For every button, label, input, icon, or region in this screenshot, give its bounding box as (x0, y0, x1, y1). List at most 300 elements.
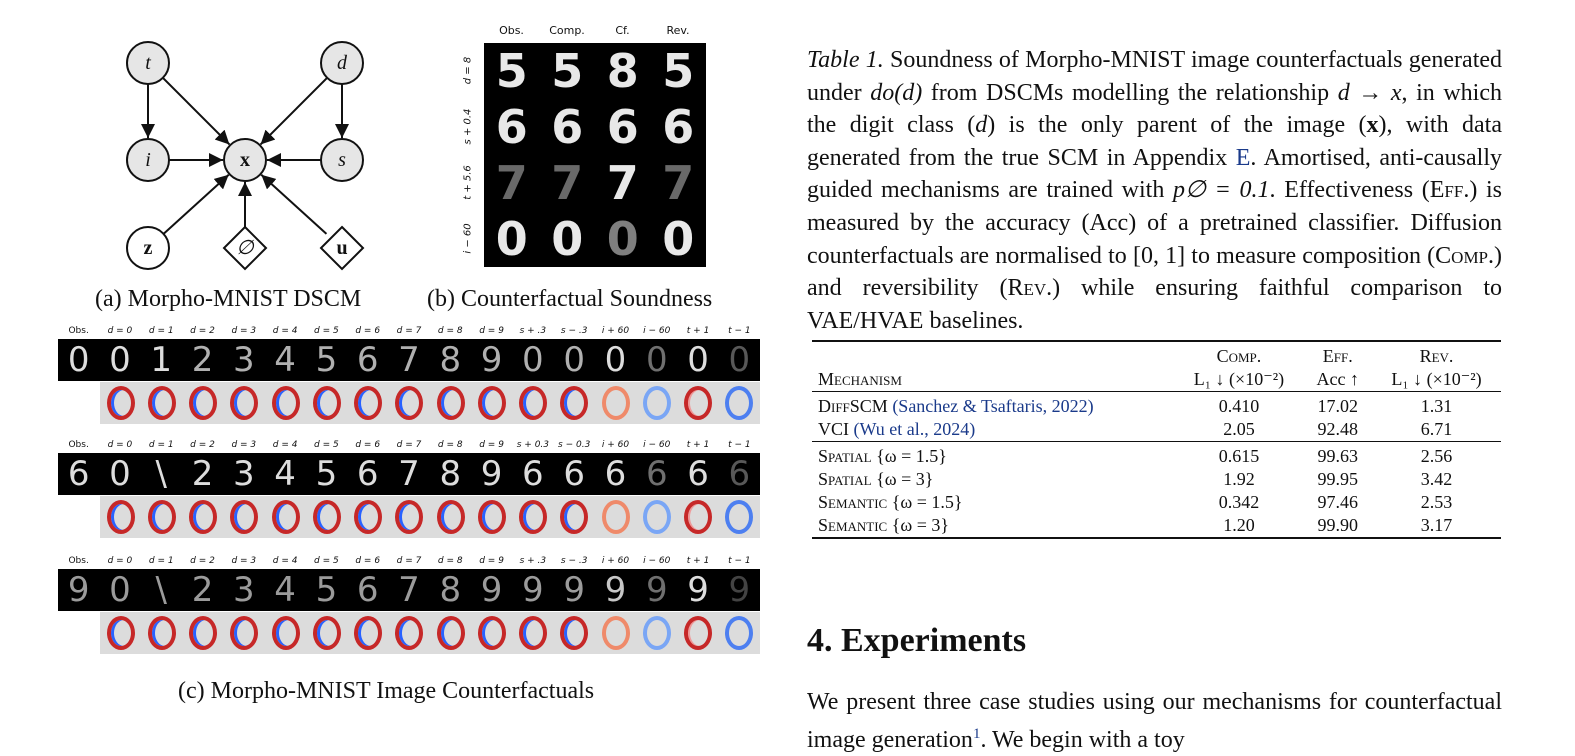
strip-digit: 9 (67, 570, 90, 610)
citation-link[interactable]: (Sanchez & Tsaftaris, 2022) (892, 396, 1094, 416)
strip-digit: 6 (687, 454, 709, 494)
relation-expression: d → x (1337, 79, 1402, 106)
difference-map (224, 382, 265, 424)
difference-map (430, 612, 471, 654)
strip-digit: 4 (274, 340, 296, 380)
svg-text:d: d (337, 52, 347, 74)
soundness-digit: 6 (495, 100, 528, 154)
difference-blob (313, 386, 341, 420)
difference-map (306, 612, 347, 654)
difference-map (348, 496, 389, 538)
difference-blob (148, 386, 176, 420)
section-paragraph (807, 686, 1502, 756)
range-expression: [0, 1] (1132, 242, 1186, 269)
difference-map (471, 382, 512, 424)
strip-digit: 3 (233, 340, 255, 380)
strip-header: d = 5 (314, 326, 339, 336)
strip-header: d = 2 (190, 556, 215, 566)
caption-b: (b) Counterfactual Soundness (427, 286, 713, 312)
strip-header: Obs. (68, 440, 89, 450)
soundness-digit: 7 (662, 156, 695, 210)
svg-text:s: s (338, 149, 346, 171)
mechanism-param: {ω = 3} (887, 515, 950, 535)
strip-header: i + 60 (601, 556, 630, 566)
difference-map (513, 496, 554, 538)
difference-blob (148, 500, 176, 534)
difference-map (183, 496, 224, 538)
strip-digit: 9 (645, 570, 668, 610)
strip-difference-maps (100, 612, 760, 654)
soundness-row-label: s + 0.4 (462, 108, 474, 145)
value-cell: 3.17 (1420, 515, 1453, 535)
svg-text:i: i (145, 149, 151, 171)
mechanism-cell (812, 468, 1174, 491)
footnote-link[interactable]: 1 (972, 726, 981, 742)
soundness-digit: 0 (662, 212, 695, 266)
difference-blob (313, 616, 341, 650)
strip-header: i − 60 (643, 440, 671, 450)
strip-digit: 5 (315, 570, 338, 610)
strip-header: d = 3 (231, 326, 257, 336)
value-cell: 92.48 (1317, 419, 1358, 439)
strip-header: s − 0.3 (558, 440, 591, 450)
difference-map (554, 612, 595, 654)
svg-text:∅: ∅ (236, 237, 254, 259)
value-cell: 1.31 (1420, 396, 1453, 416)
difference-blob (478, 500, 506, 534)
soundness-digit: 7 (551, 156, 584, 210)
node-s (321, 139, 363, 181)
difference-map (141, 612, 182, 654)
value-cell: 1.92 (1223, 469, 1255, 489)
strip-digit: 5 (315, 454, 338, 494)
value-cell: 0.342 (1218, 492, 1260, 512)
caption-text: ), with data generated from the true SCM in Appendix (807, 112, 1502, 171)
difference-map (389, 496, 430, 538)
caption-a: (a) Morpho-MNIST DSCM (95, 286, 362, 312)
node-d (321, 42, 363, 84)
strip-digit: 0 (109, 570, 131, 610)
difference-map (183, 382, 224, 424)
difference-map (430, 382, 471, 424)
difference-blob (684, 500, 712, 534)
difference-blob (602, 500, 630, 534)
difference-blob (643, 386, 671, 420)
table-row (812, 514, 1501, 538)
strip-digit: 0 (604, 340, 627, 380)
strip-header: d = 9 (479, 440, 504, 450)
mechanism-name: Semantic (818, 515, 888, 535)
table-label: Table 1. (807, 47, 884, 73)
difference-blob (684, 616, 712, 650)
paragraph-text: We present three case studies using our mechanisms for counterfactual image generation (807, 689, 1502, 753)
strip-header: d = 0 (107, 440, 133, 450)
mechanism-name: Spatial (818, 446, 872, 466)
strip-digit: 4 (274, 570, 296, 610)
value-cell: 2.05 (1223, 419, 1255, 439)
difference-map (265, 382, 306, 424)
soundness-digit: 5 (551, 44, 584, 98)
difference-blob (189, 386, 217, 420)
strip-digits (58, 339, 760, 381)
difference-blob (189, 616, 217, 650)
strip-digit: 0 (687, 340, 709, 380)
difference-map (141, 382, 182, 424)
strip-header: d = 1 (148, 556, 174, 566)
strip-digit: 3 (233, 454, 255, 494)
value-cell: 99.90 (1317, 515, 1358, 535)
difference-blob (519, 386, 547, 420)
table-row (812, 468, 1501, 491)
mechanism-cell (812, 442, 1174, 469)
strip-header: i + 60 (601, 326, 630, 336)
difference-map (265, 612, 306, 654)
strip-header: d = 8 (437, 326, 463, 336)
difference-blob (560, 500, 588, 534)
value-cell: 2.53 (1420, 492, 1453, 512)
difference-blob (230, 386, 258, 420)
comp-term: Comp. (1435, 242, 1495, 269)
table-row (812, 392, 1501, 419)
mechanism-cell (812, 491, 1174, 514)
strip-header: d = 8 (437, 440, 463, 450)
do-expression: do(d) (870, 79, 923, 106)
strip-digits (58, 569, 760, 611)
soundness-row-label: t + 5.6 (462, 165, 474, 200)
dscm-graph (95, 38, 395, 278)
edge-d-x (261, 78, 328, 145)
caption-text: Soundness of Morpho-MNIST image counterfactuals generated under (807, 47, 1503, 106)
difference-blob (725, 616, 753, 650)
strip-digit: 3 (233, 570, 255, 610)
strip-digit: 8 (439, 340, 462, 380)
strip-header: d = 2 (190, 440, 215, 450)
strip-header: t + 1 (686, 440, 710, 450)
difference-map (348, 382, 389, 424)
soundness-digit: 7 (606, 156, 639, 210)
strip-digit: 6 (728, 454, 751, 494)
p-null-expression: p∅ = 0.1 (1173, 177, 1270, 204)
edge-z-x (164, 175, 229, 234)
node-t (127, 42, 169, 84)
strip-digit: 2 (191, 570, 214, 610)
mechanism-param: {ω = 1.5} (887, 492, 963, 512)
strip-header: d = 6 (355, 556, 381, 566)
strip-header: t − 1 (728, 556, 751, 566)
strip-digit: 9 (687, 570, 709, 610)
difference-blob (148, 616, 176, 650)
strip-header: d = 8 (437, 556, 463, 566)
difference-blob (602, 386, 630, 420)
difference-map (719, 496, 760, 538)
section-title: 4. Experiments (807, 622, 1027, 659)
strip-header: d = 3 (231, 556, 257, 566)
value-cell: 99.95 (1317, 469, 1358, 489)
strip-digit: 6 (563, 454, 585, 494)
soundness-row-label: i − 60 (462, 223, 474, 254)
difference-map (636, 496, 677, 538)
edge-t-x (163, 78, 230, 145)
strip-digit: 0 (109, 340, 131, 380)
edge-u-x (261, 175, 326, 234)
value-cell: 6.71 (1420, 419, 1453, 439)
strip-digit: 1 (150, 340, 173, 380)
header-eff-metric: Acc ↑ (1316, 369, 1359, 389)
caption-text: from DSCMs modelling the relationship (922, 79, 1338, 106)
difference-map (513, 382, 554, 424)
strip-header: d = 7 (396, 556, 422, 566)
strip-header: d = 0 (107, 326, 133, 336)
mechanism-name: VCI (818, 419, 849, 439)
strip-header: d = 2 (190, 326, 215, 336)
appendix-link[interactable]: E (1235, 144, 1251, 171)
soundness-digit: 6 (606, 100, 639, 154)
header-empty (812, 341, 1174, 368)
value-cell: 3.42 (1420, 469, 1453, 489)
strip-header: d = 7 (396, 326, 422, 336)
soundness-digit: 6 (551, 100, 584, 154)
svg-text:t: t (145, 52, 151, 74)
difference-blob (560, 616, 588, 650)
difference-map (554, 496, 595, 538)
strip-difference-maps (100, 382, 760, 424)
caption-text: ) while ensuring faithful comparison to VAE/HVAE baselines. (807, 275, 1502, 334)
soundness-digit: 5 (495, 44, 528, 98)
strip-header: d = 4 (272, 326, 298, 336)
strip-digit: 9 (480, 570, 503, 610)
value-cell: 17.02 (1317, 396, 1358, 416)
strip-digit: 0 (109, 454, 131, 494)
strip-header: s + .3 (519, 556, 547, 566)
node-i (127, 139, 169, 181)
caption-text: , in which the digit class ( (807, 79, 1502, 139)
citation-link[interactable]: (Wu et al., 2024) (853, 419, 976, 439)
soundness-digit: 5 (662, 44, 695, 98)
difference-blob (230, 500, 258, 534)
difference-map (636, 382, 677, 424)
difference-map (306, 496, 347, 538)
node-null (224, 227, 266, 269)
strip-header: d = 5 (314, 440, 339, 450)
difference-map (595, 382, 636, 424)
difference-map (389, 612, 430, 654)
strip-digit: 5 (315, 340, 338, 380)
value-cell: 99.63 (1317, 446, 1358, 466)
strip-header: i + 60 (601, 440, 630, 450)
strip-header: d = 5 (314, 556, 339, 566)
strip-header: s − .3 (560, 556, 588, 566)
difference-map (678, 612, 719, 654)
counterfactual-strip (58, 440, 760, 540)
strip-digit: \ (155, 570, 167, 610)
difference-blob (272, 616, 300, 650)
difference-map (348, 612, 389, 654)
strip-header: Obs. (68, 326, 89, 336)
strip-header: d = 1 (148, 440, 174, 450)
difference-map (100, 496, 141, 538)
mechanism-name: Spatial (818, 469, 872, 489)
difference-blob (478, 386, 506, 420)
eff-term: Eff. (1429, 177, 1470, 204)
strip-digit: 6 (356, 340, 379, 380)
difference-map (719, 612, 760, 654)
difference-blob (437, 500, 465, 534)
strip-header: d = 4 (272, 440, 298, 450)
svg-text:z: z (143, 237, 153, 259)
strip-header: d = 4 (272, 556, 298, 566)
caption-text: ) and reversibility ( (807, 242, 1503, 302)
difference-map (719, 382, 760, 424)
difference-blob (643, 616, 671, 650)
strip-difference-maps (100, 496, 760, 538)
difference-map (100, 382, 141, 424)
strip-digit: 9 (522, 570, 544, 610)
difference-blob (437, 616, 465, 650)
value-cell: 97.46 (1317, 492, 1358, 512)
difference-blob (189, 500, 217, 534)
strip-header: i − 60 (643, 556, 671, 566)
baseline-rows (812, 392, 1501, 442)
rev-term: Rev. (1007, 275, 1053, 302)
difference-blob (725, 386, 753, 420)
difference-blob (230, 616, 258, 650)
strip-digit: 6 (356, 454, 379, 494)
mechanism-name: DiffSCM (818, 396, 888, 416)
difference-map (471, 612, 512, 654)
difference-map (224, 496, 265, 538)
strip-digit: 7 (398, 570, 420, 610)
node-u (321, 227, 363, 269)
strip-header: d = 6 (355, 326, 381, 336)
difference-blob (395, 386, 423, 420)
soundness-digit: 0 (495, 212, 528, 266)
strip-digit: 4 (274, 454, 296, 494)
difference-blob (354, 500, 382, 534)
difference-map (306, 382, 347, 424)
strip-digit: 7 (398, 454, 420, 494)
difference-blob (437, 386, 465, 420)
header-eff: Eff. (1322, 346, 1353, 366)
table-row (812, 418, 1501, 442)
difference-map (265, 496, 306, 538)
strip-header: t + 1 (686, 326, 710, 336)
difference-blob (107, 616, 135, 650)
mechanism-cell (812, 514, 1174, 538)
strip-digit: 9 (728, 570, 751, 610)
strip-header: d = 7 (396, 440, 422, 450)
caption-text: . Effectiveness ( (1269, 177, 1430, 204)
strip-digit: 2 (191, 454, 214, 494)
strip-digit: 9 (563, 570, 585, 610)
node-z (127, 227, 169, 269)
soundness-figure (462, 24, 712, 269)
header-comp: Comp. (1216, 346, 1262, 366)
strip-digit: 9 (480, 340, 503, 380)
caption-text: . Amortised, anti-causally guided mechanisms are trained with (807, 144, 1503, 204)
node-x (224, 139, 266, 181)
soundness-col-3: Rev. (666, 24, 690, 37)
strip-header: s − .3 (560, 326, 588, 336)
difference-blob (107, 386, 135, 420)
strip-digit: \ (155, 454, 167, 494)
strip-header: t + 1 (686, 556, 710, 566)
strip-header: t − 1 (728, 326, 751, 336)
strip-digit: 9 (604, 570, 627, 610)
mechanism-cell (812, 418, 1174, 442)
svg-text:x: x (240, 149, 250, 171)
difference-map (595, 612, 636, 654)
mechanism-param: {ω = 1.5} (871, 446, 947, 466)
difference-blob (354, 386, 382, 420)
counterfactual-strip (58, 326, 760, 426)
svg-text:u: u (336, 237, 348, 259)
difference-map (100, 612, 141, 654)
strip-digit: 8 (439, 454, 462, 494)
strip-digits (58, 453, 760, 495)
strip-digit: 9 (480, 454, 503, 494)
difference-map (678, 496, 719, 538)
difference-map (389, 382, 430, 424)
difference-blob (272, 386, 300, 420)
caption-text: to measure composition ( (1185, 242, 1436, 269)
strip-header: Obs. (68, 556, 89, 566)
difference-map (678, 382, 719, 424)
header-rev-metric: L₁ ↓ (×10⁻²) (1391, 369, 1482, 389)
strip-digit: 0 (522, 340, 544, 380)
strip-digit: 6 (604, 454, 627, 494)
d-variable: d (975, 112, 988, 139)
strip-digit: 2 (191, 340, 214, 380)
difference-map (513, 612, 554, 654)
difference-map (430, 496, 471, 538)
strip-header: d = 6 (355, 440, 381, 450)
strip-digit: 0 (563, 340, 585, 380)
difference-blob (395, 616, 423, 650)
difference-blob (313, 500, 341, 534)
caption-text: ) is the only parent of the image ( (987, 112, 1367, 139)
value-cell: 2.56 (1420, 446, 1453, 466)
strip-digit: 6 (522, 454, 544, 494)
soundness-row-label: d = 8 (462, 56, 474, 85)
strip-header: d = 1 (148, 326, 174, 336)
strip-header: s + 0.3 (516, 440, 550, 450)
strip-digit: 0 (67, 340, 90, 380)
header-mechanism: Mechanism (818, 369, 902, 389)
difference-blob (107, 500, 135, 534)
soundness-col-1: Comp. (549, 24, 585, 37)
soundness-col-2: Cf. (615, 24, 630, 37)
difference-blob (272, 500, 300, 534)
strip-digit: 6 (356, 570, 379, 610)
difference-blob (643, 500, 671, 534)
value-cell: 1.20 (1223, 515, 1255, 535)
caption-c: (c) Morpho-MNIST Image Counterfactuals (178, 678, 595, 704)
difference-map (183, 612, 224, 654)
mechanism-name: Semantic (818, 492, 888, 512)
strip-header: i − 60 (643, 326, 671, 336)
soundness-grid (484, 43, 706, 267)
strip-header: d = 9 (479, 556, 504, 566)
difference-blob (684, 386, 712, 420)
table-row (812, 442, 1501, 469)
strip-header: t − 1 (728, 440, 751, 450)
difference-map (595, 496, 636, 538)
difference-blob (725, 500, 753, 534)
soundness-digit: 6 (662, 100, 695, 154)
table-caption (807, 44, 1502, 337)
table-row (812, 491, 1501, 514)
counterfactual-strip (58, 556, 760, 656)
